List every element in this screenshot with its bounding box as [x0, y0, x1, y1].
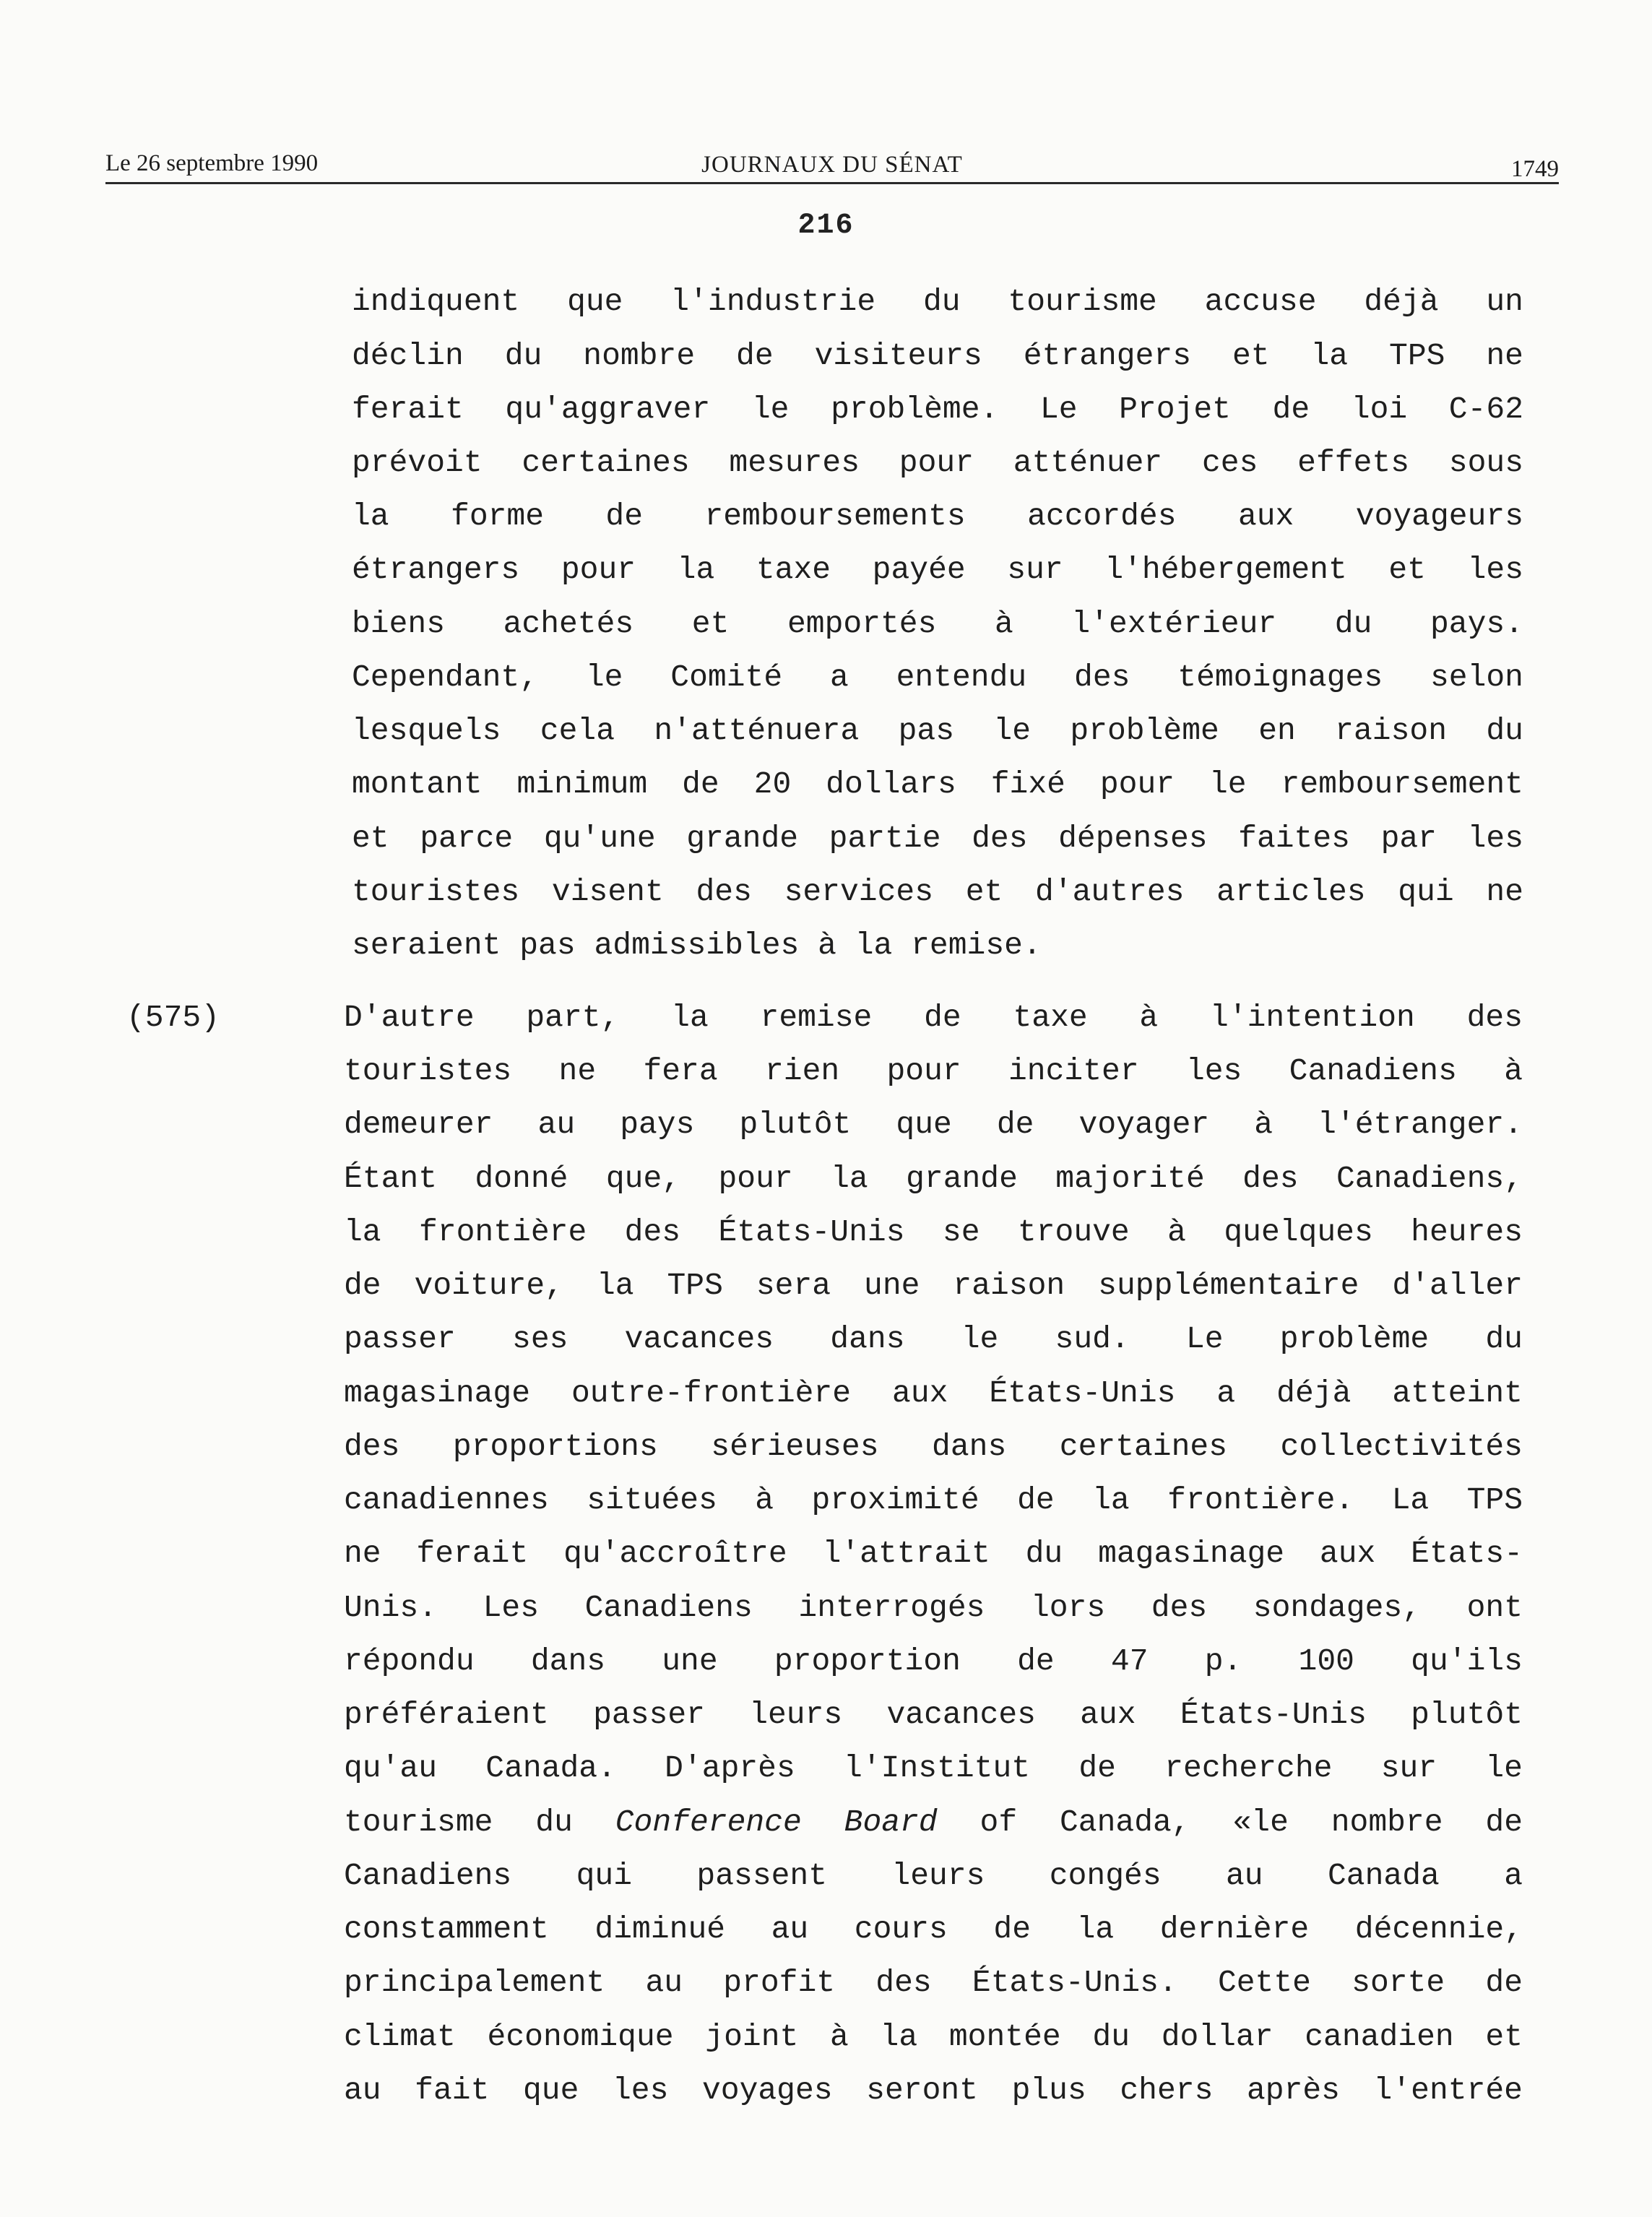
text-line: biens achetés et emportés à l'extérieur du pays.	[352, 606, 1523, 641]
text-line: ferait qu'aggraver le problème. Le Projet de loi C-62	[352, 392, 1523, 427]
text-line: la frontière des États-Unis se trouve à quelques heures	[344, 1214, 1523, 1250]
text-line: magasinage outre-frontière aux États-Unis a déjà atteint	[344, 1375, 1523, 1411]
text-line: préféraient passer leurs vacances aux États-Unis plutôt	[344, 1697, 1523, 1732]
text-line: Unis. Les Canadiens interrogés lors des sondages, ont	[344, 1590, 1523, 1625]
header-page-number: 1749	[1511, 156, 1559, 182]
text-line: Étant donné que, pour la grande majorité des Canadiens,	[344, 1161, 1523, 1196]
header-date: Le 26 septembre 1990	[105, 150, 319, 176]
text-line: seraient pas admissibles à la remise.	[352, 928, 1042, 963]
text-line: ne ferait qu'accroître l'attrait du magasinage aux États-	[344, 1536, 1523, 1571]
paragraph-number: (575)	[126, 1000, 220, 1035]
text-line: et parce qu'une grande partie des dépenses faites par les	[352, 821, 1523, 856]
text-line: Cependant, le Comité a entendu des témoignages selon	[352, 660, 1523, 695]
sheet-number: 216	[797, 209, 855, 242]
text-line: passer ses vacances dans le sud. Le problème du	[344, 1321, 1523, 1357]
text-line: lesquels cela n'atténuera pas le problème en raison du	[352, 713, 1523, 748]
text-line: qu'au Canada. D'après l'Institut de recherche sur le	[344, 1750, 1523, 1786]
text-line: la forme de remboursements accordés aux voyageurs	[352, 498, 1523, 534]
text-line: touristes visent des services et d'autres articles qui ne	[352, 874, 1523, 909]
text-line: canadiennes situées à proximité de la frontière. La TPS	[344, 1482, 1523, 1518]
text-line: constamment diminué au cours de la dernière décennie,	[344, 1911, 1523, 1947]
text-line: prévoit certaines mesures pour atténuer ces effets sous	[352, 445, 1523, 480]
text-line: principalement au profit des États-Unis. Cette sorte de	[344, 1965, 1523, 2000]
text-line: de voiture, la TPS sera une raison supplémentaire d'aller	[344, 1268, 1523, 1303]
text-line-with-italic	[344, 1804, 1523, 1841]
text-line: au fait que les voyages seront plus chers après l'entrée	[344, 2073, 1523, 2108]
text-line: étrangers pour la taxe payée sur l'hébergement et les	[352, 552, 1523, 587]
text-line: Canadiens qui passent leurs congés au Canada a	[344, 1858, 1523, 1893]
text-line: climat économique joint à la montée du dollar canadien et	[344, 2019, 1523, 2054]
text-line: indiquent que l'industrie du tourisme accuse déjà un	[352, 284, 1523, 319]
page-header	[105, 144, 1559, 188]
header-rule	[105, 182, 1559, 184]
text-line: répondu dans une proportion de 47 p. 100 qu'ils	[344, 1643, 1523, 1679]
header-title: JOURNAUX DU SÉNAT	[701, 152, 963, 178]
text-line: D'autre part, la remise de taxe à l'intention des	[344, 1000, 1523, 1035]
text-line: déclin du nombre de visiteurs étrangers et la TPS ne	[352, 338, 1523, 373]
text-segment: of Canada, «le nombre de	[937, 1805, 1523, 1840]
text-line: demeurer au pays plutôt que de voyager à l'étranger.	[344, 1107, 1523, 1142]
text-segment: tourisme du	[344, 1805, 615, 1840]
italic-title: Conference Board	[615, 1805, 938, 1840]
text-line: des proportions sérieuses dans certaines collectivités	[344, 1429, 1523, 1464]
text-line: touristes ne fera rien pour inciter les Canadiens à	[344, 1053, 1523, 1089]
text-line: montant minimum de 20 dollars fixé pour le remboursement	[352, 766, 1523, 802]
